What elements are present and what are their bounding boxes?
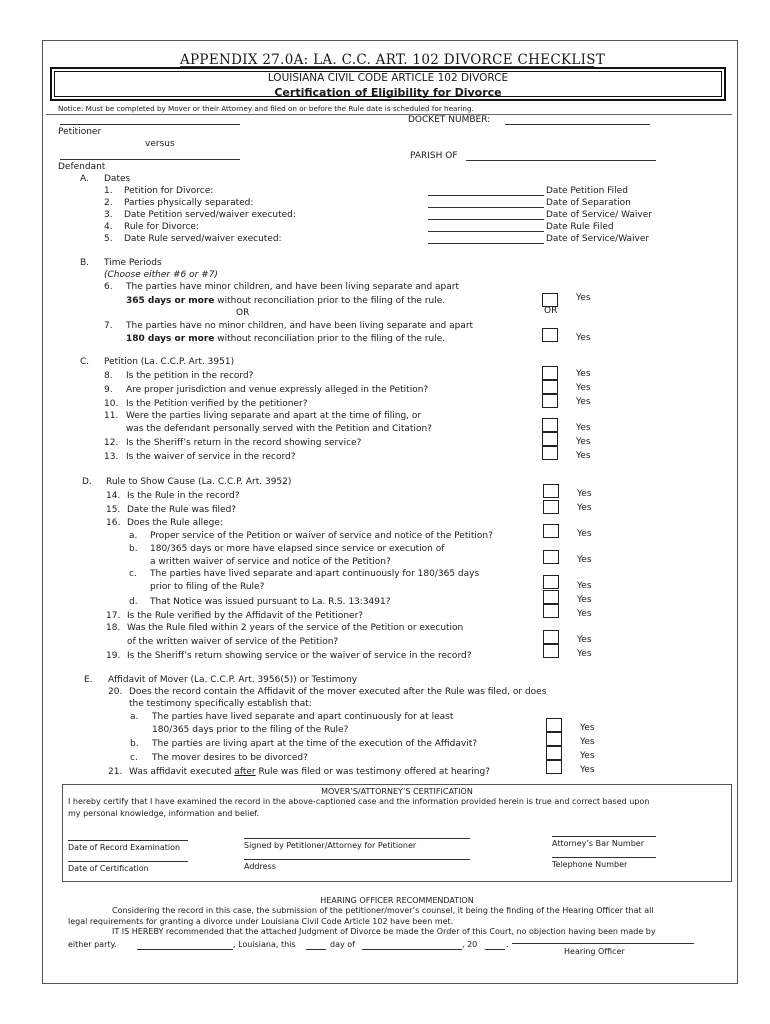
item-3-text: Date Petition served/waiver executed: bbox=[124, 210, 296, 220]
docket-label: DOCKET NUMBER: bbox=[408, 115, 491, 125]
signature-line[interactable] bbox=[244, 838, 470, 839]
versus-label: versus bbox=[145, 139, 175, 149]
item-11-line2: was the defendant personally served with the Petition and Citation? bbox=[126, 424, 432, 434]
section-e-letter: E. bbox=[84, 675, 93, 685]
item-4-text: Rule for Divorce: bbox=[124, 222, 199, 232]
item-1-text: Petition for Divorce: bbox=[124, 186, 214, 196]
item-17-yes: Yes bbox=[577, 609, 592, 619]
certification-title: MOVER’S/ATTORNEY’S CERTIFICATION bbox=[321, 787, 473, 796]
item-14-yes: Yes bbox=[577, 489, 592, 499]
item-15-checkbox[interactable] bbox=[543, 500, 559, 514]
section-d-title: Rule to Show Cause (La. C.C.P. Art. 3952) bbox=[106, 477, 292, 487]
item-20-line1: Does the record contain the Affidavit of the mover executed after the Rule was filed, or does bbox=[129, 687, 547, 697]
item-16-text: Does the Rule allege: bbox=[127, 518, 223, 528]
item-20b-checkbox[interactable] bbox=[546, 732, 562, 746]
item-3-date-line[interactable] bbox=[428, 219, 544, 220]
bar-number-label: Attorney’s Bar Number bbox=[552, 839, 644, 848]
item-6-num: 6. bbox=[104, 282, 113, 292]
item-20c-yes: Yes bbox=[580, 751, 595, 761]
item-16b-line1: 180/365 days or more have elapsed since service or execution of bbox=[150, 544, 445, 554]
item-4-num: 4. bbox=[104, 222, 113, 232]
item-20a-yes: Yes bbox=[580, 723, 595, 733]
section-b-letter: B. bbox=[80, 258, 90, 268]
item-3-right-label: Date of Service/ Waiver bbox=[546, 210, 652, 220]
item-13-yes: Yes bbox=[576, 451, 591, 461]
item-2-right-label: Date of Separation bbox=[546, 198, 631, 208]
item-11-line1: Were the parties living separate and apart at the time of filing, or bbox=[126, 411, 422, 421]
item-16a-yes: Yes bbox=[577, 529, 592, 539]
item-9-yes: Yes bbox=[576, 383, 591, 393]
or-right-text: OR bbox=[544, 306, 558, 316]
item-5-right-label: Date of Service/Waiver bbox=[546, 234, 650, 244]
item-21-checkbox[interactable] bbox=[546, 760, 562, 774]
item-18-line1: Was the Rule filed within 2 years of the service of the Petition or execution bbox=[127, 623, 464, 633]
item-1-right-label: Date Petition Filed bbox=[546, 186, 628, 196]
hearing-either-party: either party. bbox=[68, 940, 117, 949]
item-14-text: Is the Rule in the record? bbox=[127, 491, 240, 501]
item-7-checkbox[interactable] bbox=[542, 328, 558, 342]
item-7-yes: Yes bbox=[576, 333, 591, 343]
item-7-rest: without reconciliation prior to the filing of the rule. bbox=[214, 334, 446, 344]
hearing-year-line[interactable] bbox=[485, 949, 505, 950]
petitioner-name-line[interactable] bbox=[60, 124, 240, 125]
section-c-letter: C. bbox=[80, 357, 90, 367]
item-20a-line2: 180/365 days prior to the filing of the Rule? bbox=[152, 725, 349, 735]
section-b-note: (Choose either #6 or #7) bbox=[104, 270, 218, 280]
notice-divider bbox=[46, 114, 732, 115]
item-6-line2 bbox=[126, 296, 445, 306]
hearing-period: . bbox=[506, 940, 509, 949]
item-4-date-line[interactable] bbox=[428, 231, 544, 232]
item-11-yes: Yes bbox=[576, 423, 591, 433]
item-14-checkbox[interactable] bbox=[543, 484, 559, 498]
hearing-month-line[interactable] bbox=[362, 949, 462, 950]
item-10-yes: Yes bbox=[576, 397, 591, 407]
item-4-right-label: Date Rule Filed bbox=[546, 222, 614, 232]
docket-number-line[interactable] bbox=[505, 124, 650, 125]
item-16d-text: That Notice was issued pursuant to La. R.S. 13:3491? bbox=[150, 597, 391, 607]
item-19-num: 19. bbox=[106, 651, 121, 661]
item-2-num: 2. bbox=[104, 198, 113, 208]
certification-line2: my personal knowledge, information and belief. bbox=[68, 809, 260, 818]
item-21-yes: Yes bbox=[580, 765, 595, 775]
item-20-num: 20. bbox=[108, 687, 123, 697]
item-6-checkbox[interactable] bbox=[542, 293, 558, 307]
hearing-parish-line[interactable] bbox=[137, 949, 233, 950]
appendix-title: APPENDIX 27.0A: LA. C.C. ART. 102 DIVORCE CHECKLIST bbox=[180, 52, 606, 68]
item-21-under: after bbox=[234, 767, 256, 777]
item-1-date-line[interactable] bbox=[428, 195, 544, 196]
date-cert-label: Date of Certification bbox=[68, 864, 149, 873]
item-20a-checkbox[interactable] bbox=[546, 718, 562, 732]
petitioner-label: Petitioner bbox=[58, 127, 102, 137]
item-18-checkbox[interactable] bbox=[543, 630, 559, 644]
item-10-text: Is the Petition verified by the petitioner? bbox=[126, 399, 308, 409]
item-19-text: Is the Sheriff’s return showing service or the waiver of service in the record? bbox=[127, 651, 472, 661]
item-10-num: 10. bbox=[104, 399, 119, 409]
item-16d-yes: Yes bbox=[577, 595, 592, 605]
hearing-year-prefix: , 20 bbox=[462, 940, 478, 949]
telephone-line[interactable] bbox=[552, 857, 656, 858]
date-exam-line[interactable] bbox=[68, 840, 188, 841]
item-9-num: 9. bbox=[104, 385, 113, 395]
parish-line[interactable] bbox=[466, 160, 656, 161]
item-7-num: 7. bbox=[104, 321, 113, 331]
item-17-checkbox[interactable] bbox=[543, 604, 559, 618]
address-line[interactable] bbox=[244, 859, 470, 860]
hearing-officer-label: Hearing Officer bbox=[564, 947, 625, 956]
section-a-letter: A. bbox=[80, 174, 89, 184]
item-12-checkbox[interactable] bbox=[542, 432, 558, 446]
item-5-text: Date Rule served/waiver executed: bbox=[124, 234, 282, 244]
item-13-num: 13. bbox=[104, 452, 119, 462]
item-20c-checkbox[interactable] bbox=[546, 746, 562, 760]
item-8-text: Is the petition in the record? bbox=[126, 371, 254, 381]
item-17-text: Is the Rule verified by the Affidavit of the Petitioner? bbox=[127, 611, 364, 621]
item-21-num: 21. bbox=[108, 767, 123, 777]
item-1-num: 1. bbox=[104, 186, 113, 196]
item-9-checkbox[interactable] bbox=[542, 380, 558, 394]
item-7-line2 bbox=[126, 334, 445, 344]
item-20c-text: The mover desires to be divorced? bbox=[152, 753, 308, 763]
item-20b-text: The parties are living apart at the time of the execution of the Affidavit? bbox=[152, 739, 477, 749]
date-exam-label: Date of Record Examination bbox=[68, 843, 181, 852]
hearing-louisiana-this: , Louisiana, this bbox=[233, 940, 296, 949]
item-18-num: 18. bbox=[106, 623, 121, 633]
item-13-checkbox[interactable] bbox=[542, 446, 558, 460]
item-19-checkbox[interactable] bbox=[543, 644, 559, 658]
item-16d-num: d. bbox=[129, 597, 138, 607]
item-16b-yes: Yes bbox=[577, 555, 592, 565]
item-16a-checkbox[interactable] bbox=[543, 524, 559, 538]
item-12-text: Is the Sheriff’s return in the record showing service? bbox=[126, 438, 362, 448]
item-15-num: 15. bbox=[106, 505, 121, 515]
item-9-text: Are proper jurisdiction and venue expressly alleged in the Petition? bbox=[126, 385, 429, 395]
item-16b-num: b. bbox=[129, 544, 138, 554]
hearing-day-line[interactable] bbox=[306, 949, 326, 950]
item-19-yes: Yes bbox=[577, 649, 592, 659]
telephone-label: Telephone Number bbox=[552, 860, 628, 869]
item-11-num: 11. bbox=[104, 411, 119, 421]
item-7-bold: 180 days or more bbox=[126, 334, 215, 344]
item-16c-num: c. bbox=[129, 569, 137, 579]
item-6-line1: The parties have minor children, and have been living separate and apart bbox=[126, 282, 460, 292]
item-2-date-line[interactable] bbox=[428, 207, 544, 208]
item-2-text: Parties physically separated: bbox=[124, 198, 254, 208]
or-text: OR bbox=[236, 308, 250, 318]
item-20-line2: the testimony specifically establish that: bbox=[129, 699, 312, 709]
hearing-line3: IT IS HEREBY recommended that the attached Judgment of Divorce be made the Order of this Court, no objection having been made by bbox=[112, 927, 656, 936]
item-5-num: 5. bbox=[104, 234, 113, 244]
hearing-line2: legal requirements for granting a divorce under Louisiana Civil Code Article 102 have been met. bbox=[68, 917, 454, 926]
item-16c-line2: prior to filing of the Rule? bbox=[150, 582, 265, 592]
section-a-title: Dates bbox=[104, 174, 131, 184]
item-12-num: 12. bbox=[104, 438, 119, 448]
defendant-label: Defendant bbox=[58, 162, 106, 172]
item-15-text: Date the Rule was filed? bbox=[127, 505, 237, 515]
item-16c-yes: Yes bbox=[577, 581, 592, 591]
section-e-title: Affidavit of Mover (La. C.C.P. Art. 3956(5)) or Testimony bbox=[108, 675, 358, 685]
date-cert-line[interactable] bbox=[68, 861, 188, 862]
item-16c-checkbox[interactable] bbox=[543, 575, 559, 589]
hearing-title: HEARING OFFICER RECOMMENDATION bbox=[320, 896, 474, 905]
item-20c-num: c. bbox=[130, 753, 138, 763]
item-13-text: Is the waiver of service in the record? bbox=[126, 452, 296, 462]
section-b-title: Time Periods bbox=[104, 258, 162, 268]
item-15-yes: Yes bbox=[577, 503, 592, 513]
item-8-checkbox[interactable] bbox=[542, 366, 558, 380]
item-17-num: 17. bbox=[106, 611, 121, 621]
item-18-line2: of the written waiver of service of the Petition? bbox=[127, 637, 339, 647]
item-14-num: 14. bbox=[106, 491, 121, 501]
item-6-bold: 365 days or more bbox=[126, 296, 215, 306]
item-16c-line1: The parties have lived separate and apart continuously for 180/365 days bbox=[150, 569, 480, 579]
item-6-rest: without reconciliation prior to the filing of the rule. bbox=[214, 296, 446, 306]
parish-label: PARISH OF bbox=[410, 151, 458, 161]
hearing-officer-line[interactable] bbox=[512, 943, 694, 944]
item-3-num: 3. bbox=[104, 210, 113, 220]
header-title: LOUISIANA CIVIL CODE ARTICLE 102 DIVORCE bbox=[267, 72, 509, 84]
item-11-checkbox[interactable] bbox=[542, 418, 558, 432]
header-subtitle: Certification of Eligibility for Divorce bbox=[274, 86, 502, 99]
section-c-title: Petition (La. C.C.P. Art. 3951) bbox=[104, 357, 235, 367]
hearing-line1: Considering the record in this case, the submission of the petitioner/mover’s counsel, it being the finding of the Hearing Officer that all bbox=[112, 906, 654, 915]
defendant-name-line[interactable] bbox=[60, 159, 240, 160]
section-d-letter: D. bbox=[82, 477, 92, 487]
item-7-line1: The parties have no minor children, and have been living separate and apart bbox=[126, 321, 474, 331]
item-16d-checkbox[interactable] bbox=[543, 590, 559, 604]
item-16-num: 16. bbox=[106, 518, 121, 528]
item-12-yes: Yes bbox=[576, 437, 591, 447]
item-20a-num: a. bbox=[130, 712, 139, 722]
signed-by-label: Signed by Petitioner/Attorney for Petitioner bbox=[244, 841, 417, 850]
notice-text: Notice: Must be completed by Mover or their Attorney and filed on or before the Rule date is scheduled for hearing. bbox=[58, 104, 474, 113]
item-10-checkbox[interactable] bbox=[542, 394, 558, 408]
item-21-text bbox=[129, 767, 490, 777]
item-16a-num: a. bbox=[129, 531, 138, 541]
item-20b-num: b. bbox=[130, 739, 139, 749]
item-18-yes: Yes bbox=[577, 635, 592, 645]
item-5-date-line[interactable] bbox=[428, 243, 544, 244]
bar-number-line[interactable] bbox=[552, 836, 656, 837]
item-21-pre: Was affidavit executed bbox=[129, 767, 235, 777]
item-16b-line2: a written waiver of service and notice of the Petition? bbox=[150, 557, 391, 567]
item-8-yes: Yes bbox=[576, 369, 591, 379]
certification-line1: I hereby certify that I have examined the record in the above-captioned case and the information provided herein is true and correct based upon bbox=[68, 797, 650, 806]
address-label: Address bbox=[244, 862, 276, 871]
item-20a-line1: The parties have lived separate and apart continuously for at least bbox=[152, 712, 454, 722]
item-16b-checkbox[interactable] bbox=[543, 550, 559, 564]
item-6-yes: Yes bbox=[576, 293, 591, 303]
item-8-num: 8. bbox=[104, 371, 113, 381]
hearing-day-of: day of bbox=[330, 940, 355, 949]
item-20b-yes: Yes bbox=[580, 737, 595, 747]
item-16a-text: Proper service of the Petition or waiver of service and notice of the Petition? bbox=[150, 531, 493, 541]
item-21-post: Rule was filed or was testimony offered at hearing? bbox=[255, 767, 490, 777]
